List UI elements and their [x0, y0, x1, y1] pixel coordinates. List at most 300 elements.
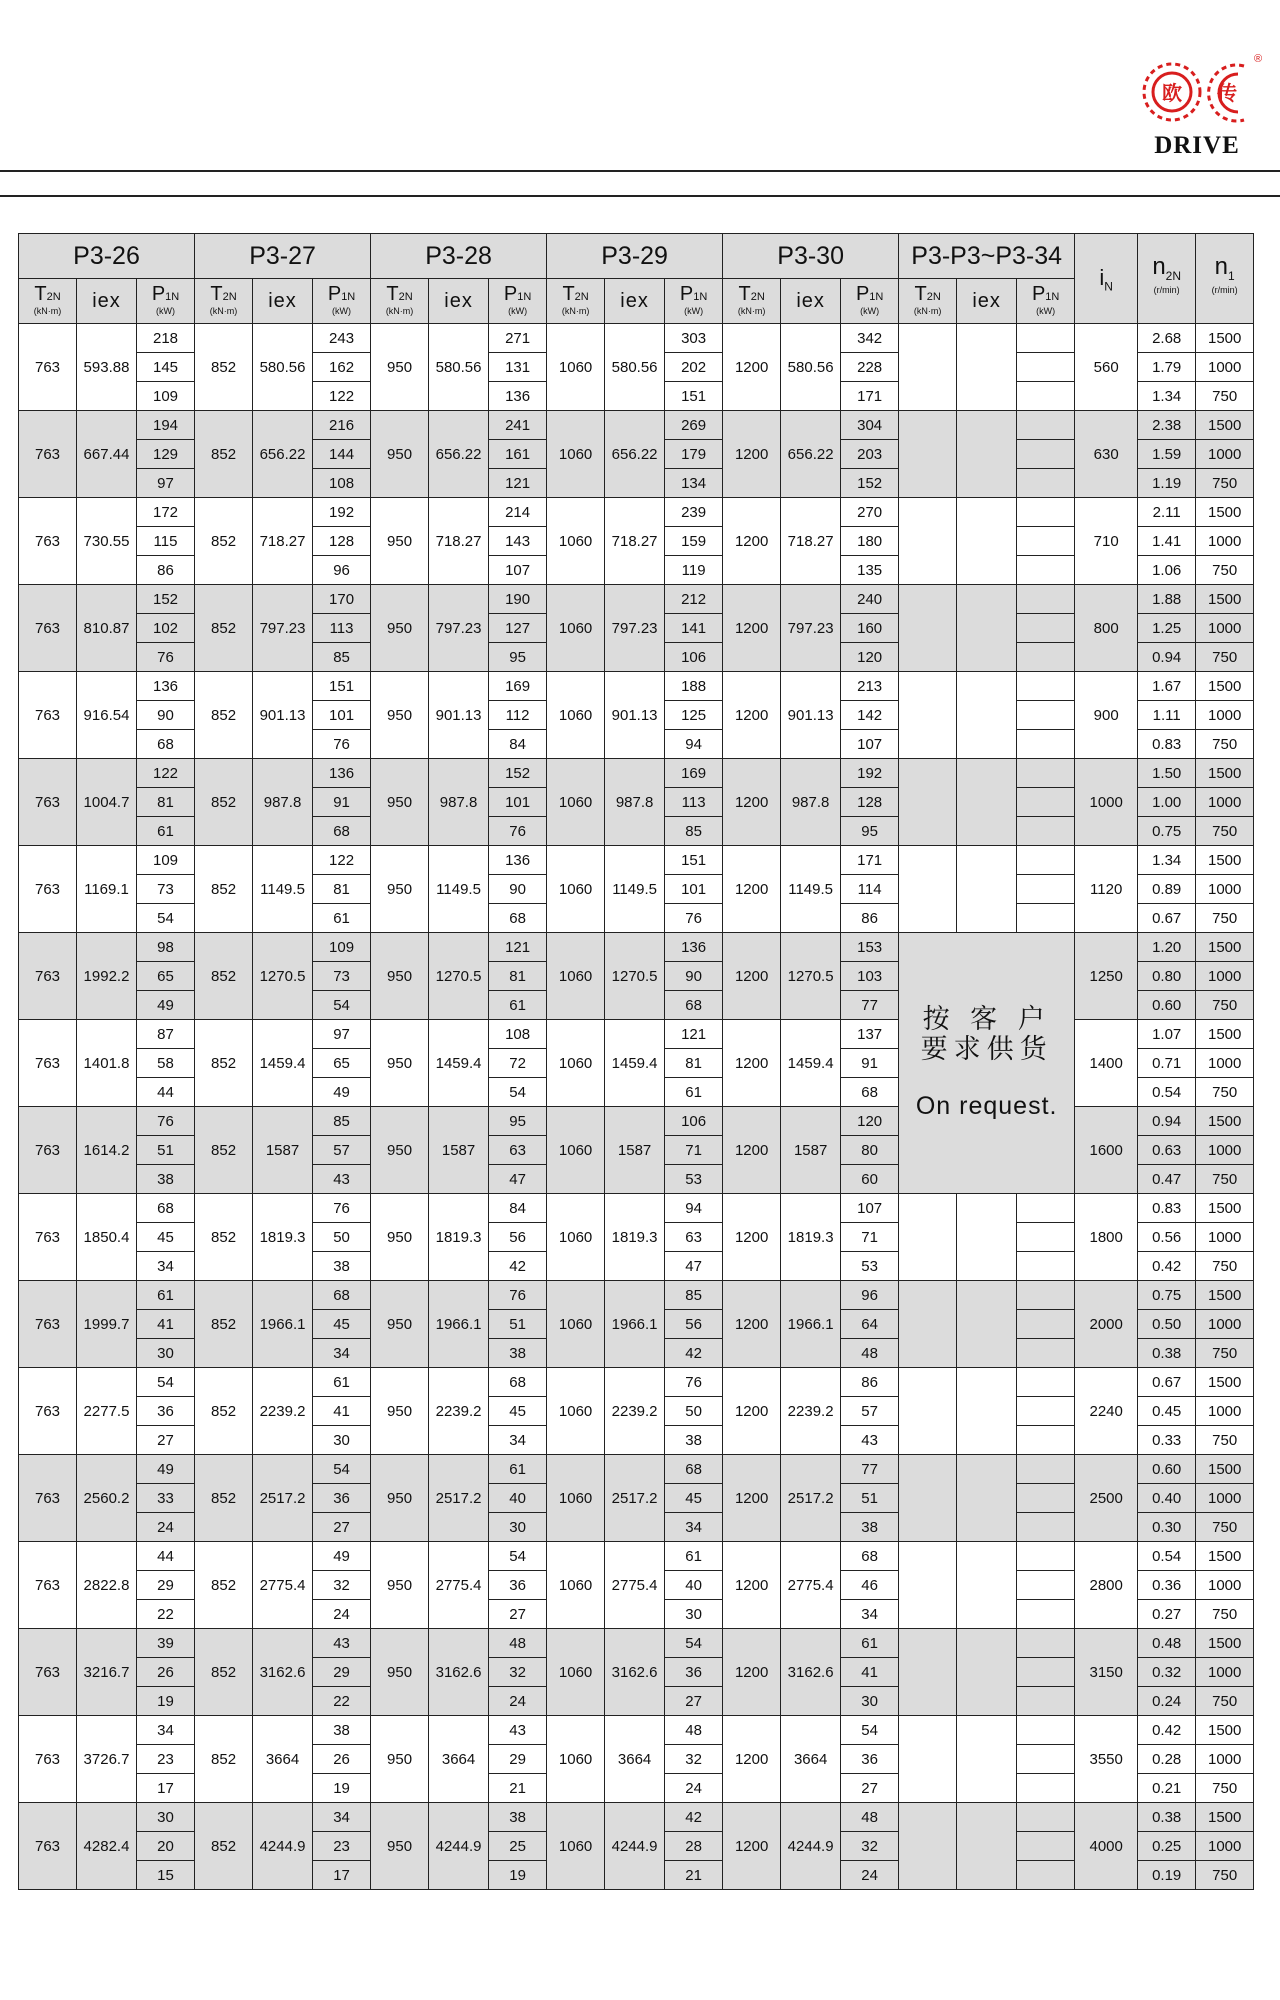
t2n-cell: 1200 [723, 1716, 781, 1803]
n2n-cell: 2.38 [1138, 411, 1196, 440]
p1n-cell: 120 [841, 643, 899, 672]
iex-header [605, 279, 665, 324]
p1n-cell: 107 [841, 730, 899, 759]
p1n-cell: 24 [489, 1687, 547, 1716]
p1n-cell: 76 [489, 1281, 547, 1310]
p1n-cell: 54 [137, 904, 195, 933]
iex-cell: 1459.4 [781, 1020, 841, 1107]
n1-cell: 1000 [1196, 962, 1254, 991]
p1n-cell: 30 [665, 1600, 723, 1629]
p1n-cell: 106 [665, 1107, 723, 1136]
empty-t2n-cell [899, 1716, 957, 1803]
p1n-cell: 188 [665, 672, 723, 701]
p1n-cell: 95 [489, 1107, 547, 1136]
p1n-cell: 38 [313, 1716, 371, 1745]
p1n-cell: 95 [489, 643, 547, 672]
empty-p1n-cell [1017, 498, 1075, 527]
empty-p1n-cell [1017, 614, 1075, 643]
p1n-cell: 47 [489, 1165, 547, 1194]
empty-iex-cell [957, 498, 1017, 585]
empty-p1n-cell [1017, 730, 1075, 759]
p1n-cell: 24 [665, 1774, 723, 1803]
p1n-cell: 20 [137, 1832, 195, 1861]
empty-t2n-cell [899, 1194, 957, 1281]
p1n-unit: (kW) [1036, 305, 1056, 316]
n2n-cell: 0.63 [1138, 1136, 1196, 1165]
p1n-cell: 76 [665, 904, 723, 933]
t2n-cell: 852 [195, 1368, 253, 1455]
gear-unit-selection-table [18, 233, 1254, 1890]
t2n-cell: 1060 [547, 1629, 605, 1716]
empty-p1n-cell [1017, 585, 1075, 614]
p1n-cell: 68 [665, 1455, 723, 1484]
logo-registered-mark: ® [1253, 53, 1263, 65]
n2n-cell: 1.41 [1138, 527, 1196, 556]
p1n-cell: 21 [489, 1774, 547, 1803]
p1n-cell: 63 [665, 1223, 723, 1252]
p1n-cell: 103 [841, 962, 899, 991]
t2n-cell: 1200 [723, 1542, 781, 1629]
empty-p1n-cell [1017, 324, 1075, 353]
in-cell: 2000 [1075, 1281, 1138, 1368]
t2n-cell: 852 [195, 1107, 253, 1194]
iex-cell: 2775.4 [781, 1542, 841, 1629]
iex-cell: 987.8 [605, 759, 665, 846]
p1n-cell: 60 [841, 1165, 899, 1194]
n1-cell: 1500 [1196, 1281, 1254, 1310]
t2n-sub: 2N [222, 290, 237, 303]
iex-cell: 656.22 [781, 411, 841, 498]
iex-header [781, 279, 841, 324]
t2n-unit: (kN·m) [33, 305, 62, 316]
iex-cell: 718.27 [605, 498, 665, 585]
p1n-cell: 40 [665, 1571, 723, 1600]
n2n-cell: 0.60 [1138, 991, 1196, 1020]
t2n-cell: 852 [195, 846, 253, 933]
n1-cell: 750 [1196, 1252, 1254, 1281]
iex-cell: 1587 [429, 1107, 489, 1194]
t2n-cell: 1200 [723, 1455, 781, 1542]
n1-cell: 750 [1196, 730, 1254, 759]
empty-p1n-cell [1017, 1455, 1075, 1484]
t2n-cell: 950 [371, 1107, 429, 1194]
p1n-cell: 121 [489, 469, 547, 498]
in-cell: 630 [1075, 411, 1138, 498]
n2n-cell: 0.42 [1138, 1716, 1196, 1745]
p1n-unit: (kW) [684, 305, 704, 316]
t2n-cell: 763 [19, 933, 77, 1020]
p1n-cell: 68 [841, 1542, 899, 1571]
p1n-cell: 19 [313, 1774, 371, 1803]
p1n-cell: 214 [489, 498, 547, 527]
t2n-cell: 950 [371, 1281, 429, 1368]
n2n-cell: 0.38 [1138, 1803, 1196, 1832]
p1n-cell: 49 [137, 991, 195, 1020]
iex-cell: 580.56 [605, 324, 665, 411]
p1n-cell: 61 [489, 1455, 547, 1484]
t2n-cell: 852 [195, 1629, 253, 1716]
t2n-cell: 1200 [723, 672, 781, 759]
p1n-cell: 34 [313, 1339, 371, 1368]
t2n-symbol: T [34, 282, 47, 305]
p1n-cell: 32 [841, 1832, 899, 1861]
n1-cell: 750 [1196, 1600, 1254, 1629]
iex-cell: 3162.6 [253, 1629, 313, 1716]
in-cell: 800 [1075, 585, 1138, 672]
empty-t2n-cell [899, 585, 957, 672]
t2n-cell: 950 [371, 1020, 429, 1107]
logo-text: DRIVE [1154, 132, 1240, 159]
iex-cell: 2775.4 [253, 1542, 313, 1629]
p1n-cell: 57 [841, 1397, 899, 1426]
n2n-cell: 0.33 [1138, 1426, 1196, 1455]
t2n-header [195, 279, 253, 324]
p1n-cell: 216 [313, 411, 371, 440]
p1n-cell: 68 [489, 904, 547, 933]
empty-p1n-cell [1017, 846, 1075, 875]
note-cn-line2: 要求供货 [920, 1034, 1053, 1065]
t2n-cell: 950 [371, 1716, 429, 1803]
n1-cell: 750 [1196, 1165, 1254, 1194]
t2n-cell: 763 [19, 1455, 77, 1542]
iex-cell: 1149.5 [605, 846, 665, 933]
n2n-header [1138, 234, 1196, 324]
p1n-cell: 136 [137, 672, 195, 701]
p1n-cell: 86 [841, 1368, 899, 1397]
p1n-sub: 1N [1045, 290, 1060, 303]
n2n-cell: 1.59 [1138, 440, 1196, 469]
t2n-cell: 1200 [723, 498, 781, 585]
empty-iex-cell [957, 672, 1017, 759]
p1n-cell: 27 [841, 1774, 899, 1803]
p1n-cell: 113 [665, 788, 723, 817]
t2n-cell: 763 [19, 1629, 77, 1716]
p1n-cell: 135 [841, 556, 899, 585]
p1n-cell: 94 [665, 1194, 723, 1223]
iex-cell: 4244.9 [429, 1803, 489, 1890]
p1n-cell: 127 [489, 614, 547, 643]
iex-label: iex [444, 290, 473, 312]
n2n-cell: 0.27 [1138, 1600, 1196, 1629]
t2n-cell: 1060 [547, 1194, 605, 1281]
p1n-cell: 90 [665, 962, 723, 991]
p1n-cell: 30 [841, 1687, 899, 1716]
in-cell: 560 [1075, 324, 1138, 411]
p1n-cell: 50 [313, 1223, 371, 1252]
iex-cell: 1459.4 [253, 1020, 313, 1107]
t2n-sub: 2N [750, 290, 765, 303]
p1n-cell: 109 [313, 933, 371, 962]
p1n-cell: 34 [137, 1716, 195, 1745]
t2n-header [371, 279, 429, 324]
t2n-unit: (kN·m) [385, 305, 414, 316]
p1n-cell: 45 [137, 1223, 195, 1252]
p1n-cell: 101 [313, 701, 371, 730]
in-symbol: i [1099, 265, 1105, 291]
empty-p1n-cell [1017, 1310, 1075, 1339]
p1n-cell: 54 [665, 1629, 723, 1658]
p1n-cell: 45 [313, 1310, 371, 1339]
p1n-cell: 54 [313, 991, 371, 1020]
iex-cell: 4282.4 [77, 1803, 137, 1890]
p1n-cell: 38 [137, 1165, 195, 1194]
note-cn-line1: 按 客 户 [922, 1004, 1051, 1035]
t2n-cell: 852 [195, 672, 253, 759]
p1n-cell: 40 [489, 1484, 547, 1513]
n1-cell: 1500 [1196, 1107, 1254, 1136]
iex-cell: 580.56 [781, 324, 841, 411]
p1n-cell: 48 [665, 1716, 723, 1745]
p1n-cell: 17 [313, 1861, 371, 1890]
p1n-cell: 36 [665, 1658, 723, 1687]
t2n-cell: 1060 [547, 1542, 605, 1629]
table-row [19, 1803, 1254, 1832]
n1-cell: 750 [1196, 817, 1254, 846]
n1-cell: 750 [1196, 469, 1254, 498]
p1n-cell: 44 [137, 1542, 195, 1571]
iex-header [253, 279, 313, 324]
empty-p1n-cell [1017, 1223, 1075, 1252]
n1-cell: 750 [1196, 1513, 1254, 1542]
gear-logo-icon [1130, 50, 1264, 160]
empty-iex-cell [957, 1542, 1017, 1629]
p1n-cell: 34 [489, 1426, 547, 1455]
p1n-cell: 68 [313, 1281, 371, 1310]
t2n-sub: 2N [46, 290, 61, 303]
p1n-cell: 68 [137, 730, 195, 759]
n1-cell: 750 [1196, 991, 1254, 1020]
p1n-cell: 21 [665, 1861, 723, 1890]
n2n-cell: 0.67 [1138, 904, 1196, 933]
n1-cell: 1500 [1196, 1803, 1254, 1832]
n1-cell: 1500 [1196, 1020, 1254, 1049]
empty-t2n-cell [899, 1455, 957, 1542]
empty-p1n-cell [1017, 875, 1075, 904]
n1-cell: 1500 [1196, 1542, 1254, 1571]
p1n-cell: 27 [137, 1426, 195, 1455]
empty-p1n-cell [1017, 1658, 1075, 1687]
p1n-cell: 213 [841, 672, 899, 701]
t2n-cell: 763 [19, 1542, 77, 1629]
p1n-cell: 73 [137, 875, 195, 904]
table-row [19, 1281, 1254, 1310]
p1n-cell: 22 [313, 1687, 371, 1716]
model-header: P3-27 [195, 234, 371, 279]
p1n-cell: 76 [137, 1107, 195, 1136]
iex-cell: 3726.7 [77, 1716, 137, 1803]
t2n-cell: 950 [371, 1368, 429, 1455]
empty-p1n-cell [1017, 672, 1075, 701]
n2n-cell: 0.54 [1138, 1078, 1196, 1107]
iex-label: iex [796, 290, 825, 312]
p1n-cell: 129 [137, 440, 195, 469]
empty-p1n-cell [1017, 1861, 1075, 1890]
iex-cell: 797.23 [429, 585, 489, 672]
p1n-cell: 61 [313, 904, 371, 933]
iex-cell: 580.56 [253, 324, 313, 411]
empty-t2n-cell [899, 672, 957, 759]
p1n-cell: 96 [841, 1281, 899, 1310]
p1n-cell: 171 [841, 382, 899, 411]
p1n-cell: 49 [137, 1455, 195, 1484]
in-cell: 1600 [1075, 1107, 1138, 1194]
t2n-cell: 950 [371, 1194, 429, 1281]
n2n-cell: 0.89 [1138, 875, 1196, 904]
n2n-cell: 1.19 [1138, 469, 1196, 498]
p1n-cell: 151 [313, 672, 371, 701]
p1n-sub: 1N [693, 290, 708, 303]
t2n-cell: 763 [19, 411, 77, 498]
model-header: P3-26 [19, 234, 195, 279]
empty-p1n-cell [1017, 759, 1075, 788]
empty-iex-cell [957, 585, 1017, 672]
n2n-cell: 0.40 [1138, 1484, 1196, 1513]
iex-cell: 3162.6 [429, 1629, 489, 1716]
p1n-header [137, 279, 195, 324]
empty-p1n-cell [1017, 1803, 1075, 1832]
n2n-cell: 0.54 [1138, 1542, 1196, 1571]
n1-cell: 1000 [1196, 701, 1254, 730]
p1n-cell: 241 [489, 411, 547, 440]
p1n-cell: 46 [841, 1571, 899, 1600]
empty-p1n-cell [1017, 1194, 1075, 1223]
n2n-cell: 0.83 [1138, 730, 1196, 759]
t2n-cell: 1200 [723, 1629, 781, 1716]
n1-cell: 1000 [1196, 1745, 1254, 1774]
iex-cell: 916.54 [77, 672, 137, 759]
empty-p1n-cell [1017, 1774, 1075, 1803]
p1n-cell: 77 [841, 991, 899, 1020]
t2n-header [19, 279, 77, 324]
empty-p1n-cell [1017, 1513, 1075, 1542]
iex-cell: 1587 [253, 1107, 313, 1194]
iex-cell: 987.8 [253, 759, 313, 846]
iex-label: iex [620, 290, 649, 312]
n2n-cell: 1.20 [1138, 933, 1196, 962]
empty-t2n-cell [899, 1629, 957, 1716]
t2n-cell: 1200 [723, 1803, 781, 1890]
p1n-cell: 42 [665, 1803, 723, 1832]
p1n-cell: 141 [665, 614, 723, 643]
t2n-cell: 852 [195, 1194, 253, 1281]
in-cell: 2800 [1075, 1542, 1138, 1629]
t2n-cell: 950 [371, 324, 429, 411]
n2n-cell: 0.36 [1138, 1571, 1196, 1600]
p1n-cell: 180 [841, 527, 899, 556]
n1-cell: 1000 [1196, 353, 1254, 382]
n1-cell: 1000 [1196, 1310, 1254, 1339]
p1n-cell: 54 [137, 1368, 195, 1397]
t2n-cell: 950 [371, 411, 429, 498]
iex-cell: 1850.4 [77, 1194, 137, 1281]
p1n-cell: 171 [841, 846, 899, 875]
t2n-cell: 950 [371, 585, 429, 672]
p1n-cell: 128 [841, 788, 899, 817]
p1n-cell: 45 [489, 1397, 547, 1426]
empty-p1n-cell [1017, 904, 1075, 933]
n2n-cell: 1.88 [1138, 585, 1196, 614]
iex-cell: 1587 [605, 1107, 665, 1194]
n1-cell: 1000 [1196, 440, 1254, 469]
model-header-row [19, 234, 1254, 279]
t2n-cell: 763 [19, 1020, 77, 1107]
p1n-cell: 29 [137, 1571, 195, 1600]
p1n-cell: 87 [137, 1020, 195, 1049]
iex-cell: 1819.3 [781, 1194, 841, 1281]
p1n-cell: 42 [665, 1339, 723, 1368]
p1n-cell: 64 [841, 1310, 899, 1339]
t2n-cell: 763 [19, 672, 77, 759]
empty-p1n-cell [1017, 556, 1075, 585]
p1n-cell: 61 [841, 1629, 899, 1658]
table-row [19, 585, 1254, 614]
iex-cell: 1992.2 [77, 933, 137, 1020]
iex-header [957, 279, 1017, 324]
p1n-symbol: P [327, 282, 342, 305]
p1n-cell: 151 [665, 846, 723, 875]
iex-cell: 3664 [429, 1716, 489, 1803]
p1n-cell: 56 [665, 1310, 723, 1339]
p1n-cell: 125 [665, 701, 723, 730]
table-row [19, 1194, 1254, 1223]
t2n-sub: 2N [398, 290, 413, 303]
iex-cell: 810.87 [77, 585, 137, 672]
t2n-cell: 1060 [547, 1107, 605, 1194]
p1n-cell: 303 [665, 324, 723, 353]
n1-cell: 750 [1196, 1687, 1254, 1716]
p1n-cell: 142 [841, 701, 899, 730]
iex-cell: 1149.5 [253, 846, 313, 933]
n2n-cell: 0.24 [1138, 1687, 1196, 1716]
p1n-cell: 179 [665, 440, 723, 469]
table-row [19, 498, 1254, 527]
iex-cell: 2239.2 [605, 1368, 665, 1455]
t2n-sub: 2N [926, 290, 941, 303]
p1n-cell: 54 [489, 1078, 547, 1107]
p1n-cell: 84 [489, 730, 547, 759]
p1n-cell: 190 [489, 585, 547, 614]
iex-cell: 2239.2 [253, 1368, 313, 1455]
p1n-cell: 36 [489, 1571, 547, 1600]
in-cell: 710 [1075, 498, 1138, 585]
n1-cell: 1500 [1196, 1629, 1254, 1658]
table-row [19, 933, 1254, 962]
t2n-cell: 1060 [547, 672, 605, 759]
p1n-cell: 107 [489, 556, 547, 585]
header-rule-bottom [0, 195, 1280, 197]
iex-cell: 1587 [781, 1107, 841, 1194]
p1n-cell: 34 [665, 1513, 723, 1542]
empty-iex-cell [957, 411, 1017, 498]
iex-cell: 901.13 [253, 672, 313, 759]
iex-cell: 2517.2 [253, 1455, 313, 1542]
n2n-cell: 0.19 [1138, 1861, 1196, 1890]
p1n-cell: 54 [841, 1716, 899, 1745]
t2n-cell: 852 [195, 759, 253, 846]
iex-cell: 1999.7 [77, 1281, 137, 1368]
p1n-cell: 15 [137, 1861, 195, 1890]
p1n-cell: 41 [137, 1310, 195, 1339]
p1n-cell: 68 [665, 991, 723, 1020]
iex-cell: 1459.4 [429, 1020, 489, 1107]
iex-cell: 656.22 [605, 411, 665, 498]
n2n-cell: 0.21 [1138, 1774, 1196, 1803]
iex-cell: 2277.5 [77, 1368, 137, 1455]
p1n-cell: 53 [665, 1165, 723, 1194]
p1n-cell: 61 [489, 991, 547, 1020]
p1n-cell: 169 [665, 759, 723, 788]
in-cell: 3150 [1075, 1629, 1138, 1716]
